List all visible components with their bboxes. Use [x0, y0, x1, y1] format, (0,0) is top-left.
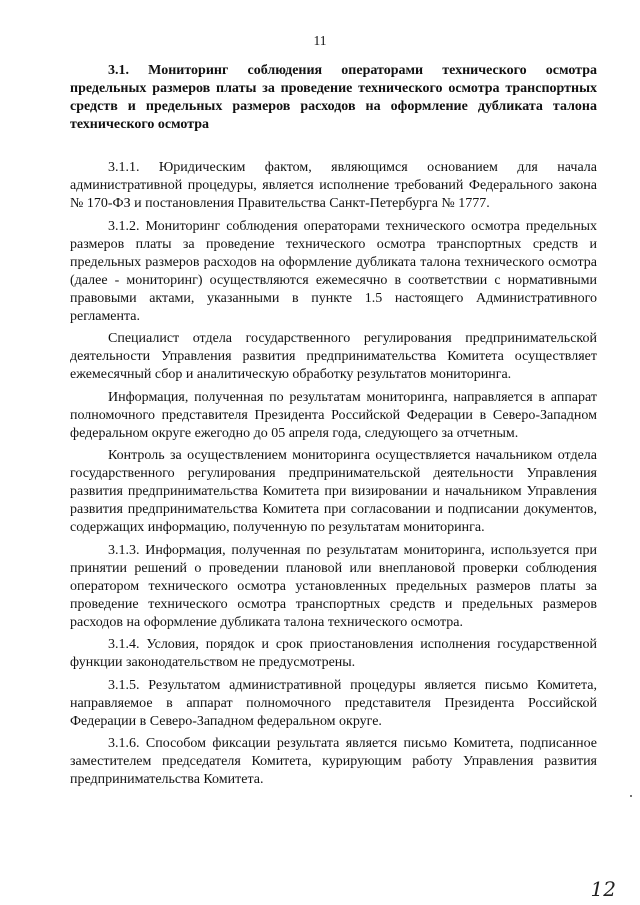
page-number: 11	[313, 33, 327, 48]
document-body	[70, 62, 597, 794]
paragraph-3-1-5: 3.1.5. Результатом административной процедуры является письмо Комитета, направляемое в аппарат полномочного представителя Президента Российской Федерации в Северо-Западном федеральном округе.	[70, 677, 597, 729]
paragraph-3-1-1: 3.1.1. Юридическим фактом, являющимся основанием для начала административной процедуры, является исполнение требований Федерального закона № 170-ФЗ и постановления Правительства Санкт-Петербурга № 1777.	[70, 160, 597, 211]
paragraph-control: Контроль за осуществлением мониторинга осуществляется начальником отдела государственного регулирования предпринимательской деятельности Управления развития предпринимательства Комитета при визировании и начальником Управления развития предпринимательства Комитета при согласовании и подписании документов, содержащих информацию, полученную по результатам мониторинга.	[70, 448, 597, 535]
paragraph-information: Информация, полученная по результатам мониторинга, направляется в аппарат полномочного представителя Президента Российской Федерации в Северо-Западном федеральном округе ежегодно до 05 апреля года, следующего за отчетным.	[70, 389, 597, 441]
paragraph-3-1-6: 3.1.6. Способом фиксации результата является письмо Комитета, подписанное заместителем председателя Комитета, курирующим работу Управления развития предпринимательства Комитета.	[70, 736, 597, 787]
section-heading: 3.1. Мониторинг соблюдения операторами технического осмотра предельных размеров платы за проведение технического осмотра транспортных средств и предельных размеров расходов на оформление дубликата талона технического осмотра	[70, 63, 597, 132]
paragraph-3-1-3: 3.1.3. Информация, полученная по результатам мониторинга, используется при принятии решений о проведении плановой или внеплановой проверки соблюдения оператором технического осмотра установленных предельных размеров платы за проведение технического осмотра транспортных средств и предельных размеров расходов на оформление дубликата талона технического осмотра.	[70, 542, 597, 630]
paragraph-3-1-2: 3.1.2. Мониторинг соблюдения операторами технического осмотра предельных размеров платы за проведение технического осмотра транспортных средств и предельных размеров расходов на оформление дубликата талона технического осмотра (далее - мониторинг) осуществляются ежемесячно в соответствии с нормативными правовыми актами, указанными в пункте 1.5 настоящего Административного регламента.	[70, 218, 597, 324]
paragraph-3-1-4: 3.1.4. Условия, порядок и срок приостановления исполнения государственной функции законодательством не предусмотрены.	[70, 637, 597, 670]
scan-speck	[630, 795, 632, 797]
paragraph-specialist: Специалист отдела государственного регулирования предпринимательской деятельности Управления развития предпринимательства Комитета осуществляет ежемесячный сбор и аналитическую обработку результатов мониторинга.	[70, 331, 597, 382]
handwritten-page-mark: 12	[590, 877, 616, 901]
